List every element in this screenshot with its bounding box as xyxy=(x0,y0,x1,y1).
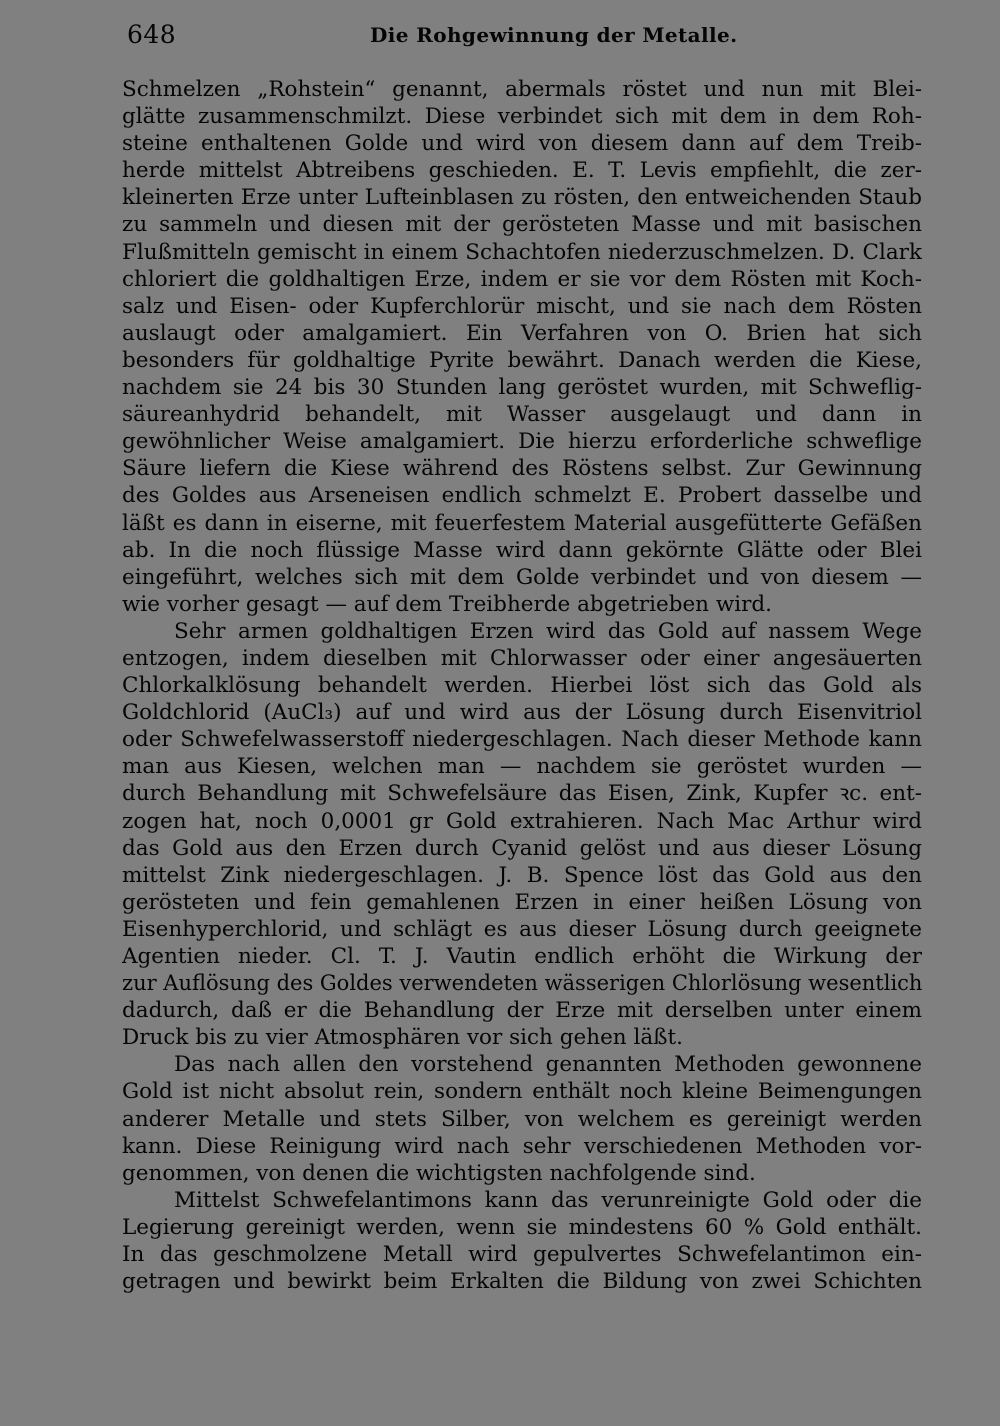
text-line: Sehr armen goldhaltigen Erzen wird das Gold auf nassem Wege xyxy=(174,618,922,644)
text-line: dadurch, daß er die Behandlung der Erze mit derselben unter einem xyxy=(122,998,922,1024)
text-line: entzogen, indem dieselben mit Chlorwasser oder einer angesäuerten xyxy=(122,645,922,671)
text-line: genommen, von denen die wichtigsten nachfolgende sind. xyxy=(122,1160,756,1186)
text-line: herde mittelst Abtreibens geschieden. E. T. Levis empfiehlt, die zer- xyxy=(122,158,922,184)
text-line: zur Auflösung des Goldes verwendeten wässerigen Chlorlösung wesentlich xyxy=(122,971,922,996)
text-line: man aus Kiesen, welchen man — nachdem sie geröstet wurden — xyxy=(122,754,922,780)
text-line: ab. In die noch flüssige Masse wird dann gekörnte Glätte oder Blei xyxy=(122,537,922,563)
text-line: Gold ist nicht absolut rein, sondern enthält noch kleine Beimengungen xyxy=(122,1079,922,1105)
text-line: glätte zusammenschmilzt. Diese verbindet sich mit dem in dem Roh- xyxy=(122,104,922,130)
text-line: wie vorher gesagt — auf dem Treibherde abgetrieben wird. xyxy=(122,591,773,617)
text-line: gewöhnlicher Weise amalgamiert. Die hierzu erforderliche schweflige xyxy=(122,429,922,455)
text-line: gerösteten und fein gemahlenen Erzen in einer heißen Lösung von xyxy=(122,889,922,915)
text-line: In das geschmolzene Metall wird gepulvertes Schwefelantimon ein- xyxy=(122,1242,922,1268)
text-line: besonders für goldhaltige Pyrite bewährt. Danach werden die Kiese, xyxy=(122,347,922,373)
text-line: nachdem sie 24 bis 30 Stunden lang geröstet wurden, mit Schweflig- xyxy=(122,375,922,401)
text-line: zogen hat, noch 0,0001 gr Gold extrahieren. Nach Mac Arthur wird xyxy=(122,808,922,834)
text-line: Mittelst Schwefelantimons kann das verunreinigte Gold oder die xyxy=(174,1187,922,1213)
text-line: Eisenhyperchlorid, und schlägt es aus dieser Lösung durch geeignete xyxy=(122,916,922,942)
text-line: anderer Metalle und stets Silber, von welchem es gereinigt werden xyxy=(122,1106,922,1132)
text-line: oder Schwefelwasserstoff niedergeschlagen. Nach dieser Methode kann xyxy=(122,727,922,753)
text-line: salz und Eisen- oder Kupferchlorür mischt, und sie nach dem Rösten xyxy=(122,293,922,319)
text-line: Druck bis zu vier Atmosphären vor sich gehen läßt. xyxy=(122,1025,684,1051)
text-line: getragen und bewirkt beim Erkalten die Bildung von zwei Schichten xyxy=(122,1269,922,1295)
body-text xyxy=(122,76,922,1295)
text-line: durch Behandlung mit Schwefelsäure das Eisen, Zink, Kupfer ꝛc. ent- xyxy=(122,781,922,807)
text-line: säureanhydrid behandelt, mit Wasser ausgelaugt und dann in xyxy=(122,402,922,428)
page-header xyxy=(122,18,922,52)
page-number: 648 xyxy=(127,20,177,49)
text-line: Agentien nieder. Cl. T. J. Vautin endlich erhöht die Wirkung der xyxy=(122,944,922,969)
text-line: eingeführt, welches sich mit dem Golde verbindet und von diesem — xyxy=(122,564,922,590)
text-line: läßt es dann in eiserne, mit feuerfestem Material ausgefütterte Gefäßen xyxy=(122,510,922,536)
text-line: Chlorkalklösung behandelt werden. Hierbei löst sich das Gold als xyxy=(122,673,922,699)
text-line: kleinerten Erze unter Lufteinblasen zu rösten, den entweichenden Staub xyxy=(122,185,922,211)
text-line: zu sammeln und diesen mit der gerösteten Masse und mit basischen xyxy=(122,212,922,238)
running-title: Die Rohgewinnung der Metalle. xyxy=(370,23,738,47)
text-line: chloriert die goldhaltigen Erze, indem er sie vor dem Rösten mit Koch- xyxy=(122,266,922,292)
text-line: mittelst Zink niedergeschlagen. J. B. Spence löst das Gold aus den xyxy=(122,862,922,888)
text-line: Goldchlorid (AuCl₃) auf und wird aus der Lösung durch Eisenvitriol xyxy=(122,700,922,726)
text-line: Schmelzen „Rohstein“ genannt, abermals röstet und nun mit Blei- xyxy=(122,77,922,102)
text-line: das Gold aus den Erzen durch Cyanid gelöst und aus dieser Lösung xyxy=(122,835,922,861)
text-line: Flußmitteln gemischt in einem Schachtofen niederzuschmelzen. D. Clark xyxy=(122,239,922,265)
text-line: des Goldes aus Arseneisen endlich schmelzt E. Probert dasselbe und xyxy=(122,483,922,509)
text-line: steine enthaltenen Golde und wird von diesem dann auf dem Treib- xyxy=(122,131,922,157)
text-line: auslaugt oder amalgamiert. Ein Verfahren von O. Brien hat sich xyxy=(122,320,922,346)
text-line: Legierung gereinigt werden, wenn sie mindestens 60 % Gold enthält. xyxy=(122,1214,922,1240)
text-line: kann. Diese Reinigung wird nach sehr verschiedenen Methoden vor- xyxy=(122,1133,922,1159)
text-line: Das nach allen den vorstehend genannten Methoden gewonnene xyxy=(174,1052,922,1078)
text-line: Säure liefern die Kiese während des Röstens selbst. Zur Gewinnung xyxy=(122,456,922,482)
